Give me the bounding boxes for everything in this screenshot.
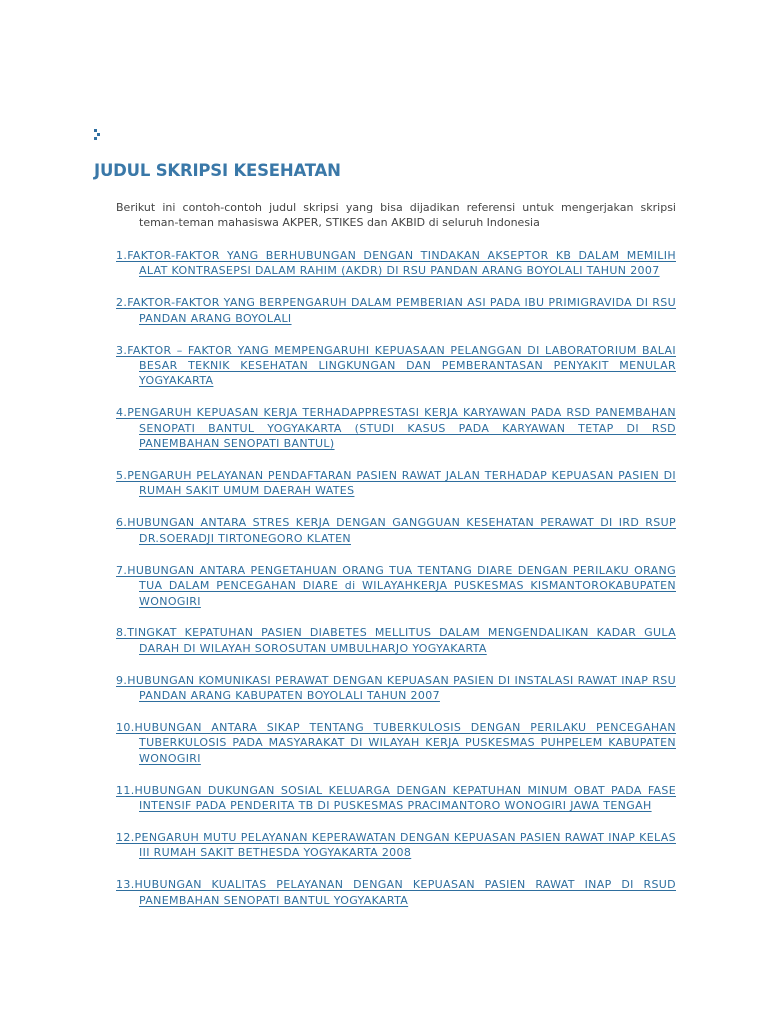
thesis-title-link[interactable]: 10.HUBUNGAN ANTARA SIKAP TENTANG TUBERKULOSIS DENGAN PERILAKU PENCEGAHAN TUBERKULOSIS PADA MASYARAKAT DI WILAYAH KERJA PUSKESMAS PUHPELEM KABUPATEN WONOGIRI [116,721,676,765]
thesis-title-list [116,248,676,925]
thesis-title-link[interactable]: 3.FAKTOR – FAKTOR YANG MEMPENGARUHI KEPUASAAN PELANGGAN DI LABORATORIUM BALAI BESAR TEKNIK KESEHATAN LINGKUNGAN DAN PEMBERANTASAN PENYAKIT MENULAR YOGYAKARTA [116,343,676,388]
thesis-title-link[interactable]: 1.FAKTOR-FAKTOR YANG BERHUBUNGAN DENGAN TINDAKAN AKSEPTOR KB DALAM MEMILIH ALAT KONTRASEPSI DALAM RAHIM (AKDR) DI RSU PANDAN ARANG BOYOLALI TAHUN 2007 [116,249,676,278]
thesis-title-link[interactable]: 5.PENGARUH PELAYANAN PENDAFTARAN PASIEN RAWAT JALAN TERHADAP KEPUASAN PASIEN DI RUMAH SAKIT UMUM DAERAH WATES [116,469,676,498]
thesis-title-link[interactable]: 11.HUBUNGAN DUKUNGAN SOSIAL KELUARGA DENGAN KEPATUHAN MINUM OBAT PADA FASE INTENSIF PADA PENDERITA TB DI PUSKESMAS PRACIMANTORO WONOGIRI JAWA TENGAH [116,783,676,813]
thesis-title-link[interactable]: 4.PENGARUH KEPUASAN KERJA TERHADAPPRESTASI KERJA KARYAWAN PADA RSD PANEMBAHAN SENOPATI BANTUL YOGYAKARTA (STUDI KASUS PADA KARYAWAN TETAP DI RSD PANEMBAHAN SENOPATI BANTUL) [116,406,676,451]
bullet-marker-icon [94,129,101,141]
list-item [116,673,676,704]
list-item [116,343,676,389]
thesis-title-link[interactable]: 9.HUBUNGAN KOMUNIKASI PERAWAT DENGAN KEPUASAN PASIEN DI INSTALASI RAWAT INAP RSU PANDAN ARANG KABUPATEN BOYOLALI TAHUN 2007 [116,673,676,703]
list-item [116,468,676,499]
thesis-title-link[interactable]: 13.HUBUNGAN KUALITAS PELAYANAN DENGAN KEPUASAN PASIEN RAWAT INAP DI RSUD PANEMBAHAN SENOPATI BANTUL YOGYAKARTA [116,878,676,907]
page-title: JUDUL SKRIPSI KESEHATAN [94,161,341,180]
list-item [116,625,676,656]
thesis-title-link[interactable]: 7.HUBUNGAN ANTARA PENGETAHUAN ORANG TUA TENTANG DIARE DENGAN PERILAKU ORANG TUA DALAM PENCEGAHAN DIARE di WILAYAHKERJA PUSKESMAS KISMANTOROKABUPATEN WONOGIRI [116,563,676,608]
list-item [116,248,676,279]
list-item [116,830,676,861]
list-item [116,720,676,766]
list-item [116,295,676,326]
list-item [116,563,676,609]
list-item [116,877,676,908]
thesis-title-link[interactable]: 12.PENGARUH MUTU PELAYANAN KEPERAWATAN DENGAN KEPUASAN PASIEN RAWAT INAP KELAS III RUMAH SAKIT BETHESDA YOGYAKARTA 2008 [116,831,676,860]
thesis-title-link[interactable]: 8.TINGKAT KEPATUHAN PASIEN DIABETES MELLITUS DALAM MENGENDALIKAN KADAR GULA DARAH DI WILAYAH SOROSUTAN UMBULHARJO YOGYAKARTA [116,626,676,655]
list-item [116,783,676,814]
intro-paragraph: Berikut ini contoh-contoh judul skripsi yang bisa dijadikan referensi untuk mengerjakan skripsi teman-teman mahasiswa AKPER, STIKES dan AKBID di seluruh Indonesia [116,201,676,229]
list-item [116,515,676,546]
thesis-title-link[interactable]: 6.HUBUNGAN ANTARA STRES KERJA DENGAN GANGGUAN KESEHATAN PERAWAT DI IRD RSUP DR.SOERADJI TIRTONEGORO KLATEN [116,516,676,545]
thesis-title-link[interactable]: 2.FAKTOR-FAKTOR YANG BERPENGARUH DALAM PEMBERIAN ASI PADA IBU PRIMIGRAVIDA DI RSU PANDAN ARANG BOYOLALI [116,296,676,325]
list-item [116,405,676,451]
